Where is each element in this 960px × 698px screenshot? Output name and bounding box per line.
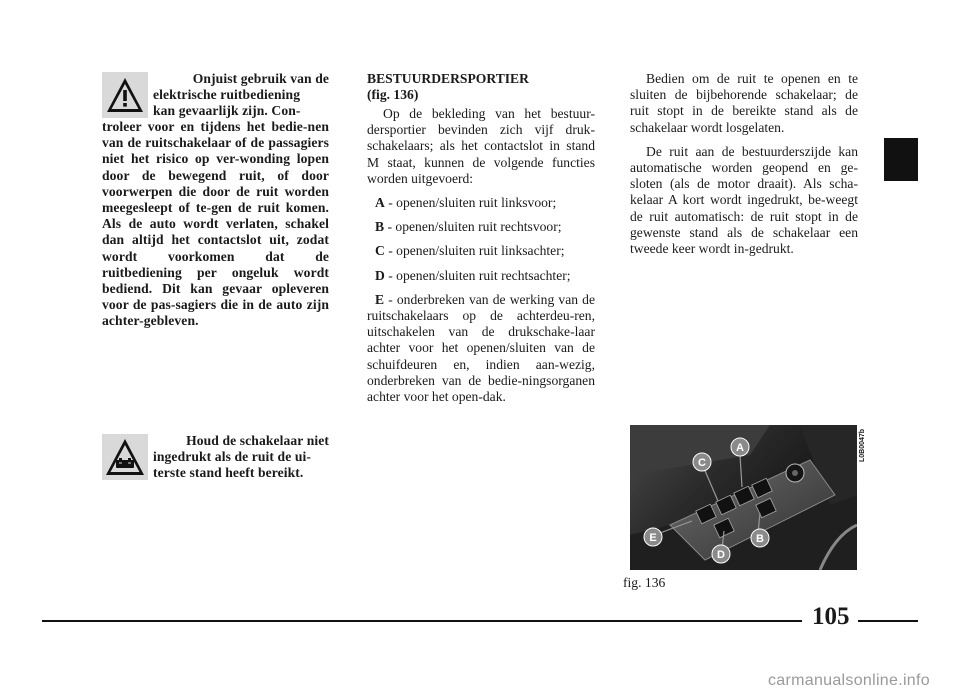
warning-icon-box [102,72,148,118]
warning-1-line-2: elektrische ruitbediening [153,87,301,103]
callout-label: D [717,549,725,561]
callout-label: B [756,533,764,545]
battery-warning-icon-box [102,434,148,480]
warning-2-lead [153,433,329,482]
list-item-key: E [375,291,385,307]
list-item-key: B [375,219,385,235]
warning-1-line-3: kan gevaarlijk zijn. Con- [153,103,301,119]
figure-code: L0B0047b [859,428,866,462]
callout-label: E [649,532,657,544]
section-figure-ref: (fig. 136) [367,87,419,103]
callout-label: C [698,457,706,469]
list-item-b [367,219,595,235]
list-item-text: - openen/sluiten ruit rechtsvoor; [384,219,562,235]
callout-d [712,545,730,563]
section-intro: Op de bekleding van het bestuur-dersportier bevinden zich vijf druk-schakelaars; als het contactslot in stand M staat, kunnen de volgende functies worden uitgevoerd: [367,106,595,186]
page-number: 105 [812,603,850,630]
list-item-c [367,243,595,259]
section-title: BESTUURDERSPORTIER [367,71,529,86]
warning-2-line-2: ingedrukt als de ruit de ui- [153,449,312,465]
list-item-text: - openen/sluiten ruit linksvoor; [384,195,557,211]
battery-warning-icon [102,434,148,480]
watermark: carmanualsonline.info [768,672,930,689]
list-item-key: D [375,267,385,283]
warning-1-text: troleer voor en tijdens het bedie-nen van de ruitschakelaar of de passagiers niet het risico op ver-wonding lopen door de bewegend ruit, of door voorwerpen die door de ruit worden meegesleept of te-gen de ruit komen. Als de auto wordt verlaten, schakel dan altijd het contactslot uit, zodat wordt voorkomen dat de ruitbediening per ongeluk wordt bediend. Dit kan gevaar opleveren voor de pas-sagiers die in de auto zijn achter-gebleven. [102,119,329,329]
paragraph-automatic: De ruit aan de bestuurderszijde kan automatische worden geopend en ge-sloten (als de motor draait). Als scha-kelaar A kort wordt ingedrukt, be-weegt de ruit automatisch: de ruit stopt in de gewenste stand als de schakelaar een tweede keer wordt in-gedrukt. [630,143,858,257]
section-heading [367,71,595,103]
section-body [367,106,595,413]
list-item-text: - openen/sluiten ruit linksachter; [384,243,565,259]
warning-1-line-1: Onjuist gebruik van de [192,71,329,86]
figure-callouts [630,425,857,570]
warning-1-lead [153,71,329,120]
callout-e [644,528,662,546]
figure-caption: fig. 136 [623,575,666,590]
paragraph-open-close: Bedien om de ruit te openen en te sluiten de bijbehorende schakelaar; de ruit stopt in de bereikte stand als de schakelaar wordt losgelaten. [630,71,858,135]
callout-c [693,453,711,471]
list-item-e [367,292,595,405]
list-item-text: - onderbreken van de werking van de ruitschakelaars op de achterdeu-ren, uitschakelen van de drukschake-laar achter voor het openen/sluiten van de schuifdeuren en, indien aan-wezig, onderbreken van de bedie-ningsorganen achter voor het open-dak. [367,291,595,405]
warning-1-body [102,119,329,330]
list-item-d [367,268,595,284]
right-column-text [630,71,858,265]
callout-b [751,529,769,547]
callout-a [731,438,749,456]
warning-2-line-3: terste stand heeft bereikt. [153,465,304,481]
figure-photo [630,425,857,570]
warning-triangle-icon [102,72,148,118]
callout-label: A [736,442,744,454]
warning-2-line-1: Houd de schakelaar niet [186,433,329,448]
list-item-text: - openen/sluiten ruit rechtsachter; [384,267,571,283]
chapter-tab-marker [884,138,918,181]
list-item-key: C [375,243,385,259]
list-item-key: A [375,195,385,211]
footer-rule-right [858,620,918,622]
footer-rule-left [42,620,802,622]
list-item-a [367,195,595,211]
